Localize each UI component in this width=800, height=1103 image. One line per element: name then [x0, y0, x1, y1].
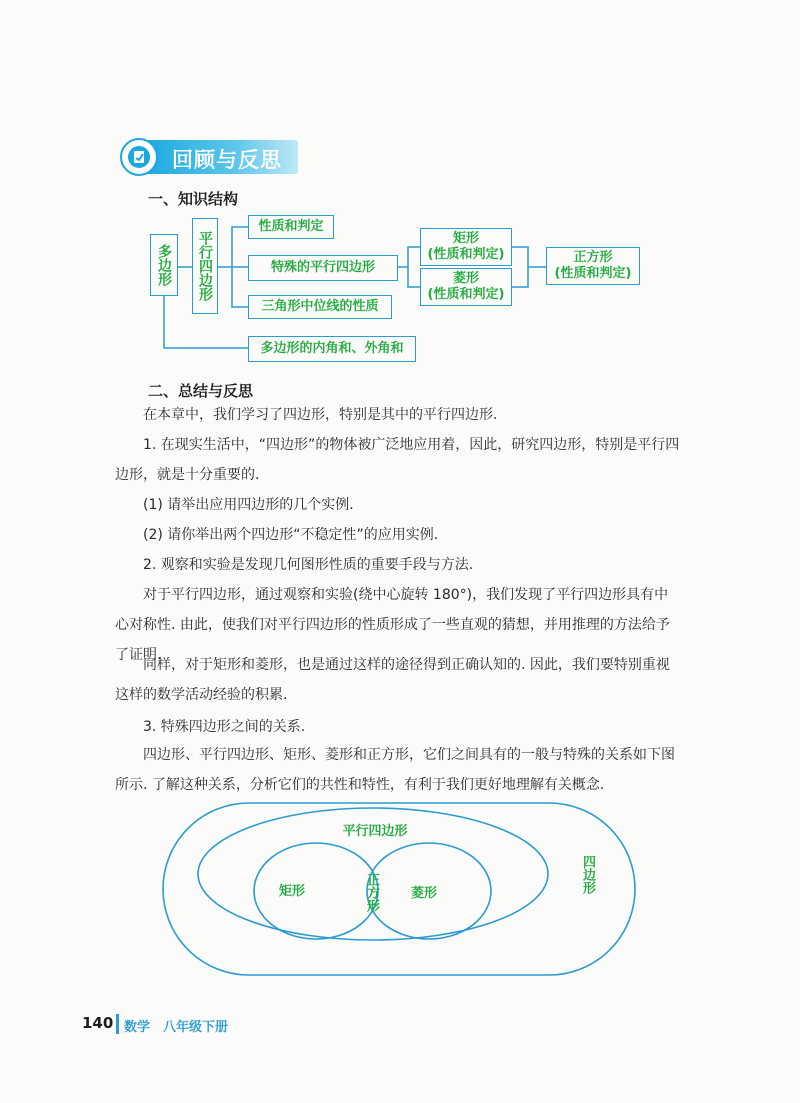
- page-number: 140: [82, 1014, 114, 1032]
- paragraph-2-same: 同样，对于矩形和菱形，也是通过这样的途径得到正确认知的. 因此，我们要特别重视这样的数学活动经验的积累.: [115, 657, 670, 703]
- paragraph-2-detail: 对于平行四边形，通过观察和实验(绕中心旋转 180°)，我们发现了平行四边形具有中心对称性. 由此，使我们对平行四边形的性质形成了一些直观的猜想，并用推理的方法给予了证明.: [115, 587, 670, 663]
- venn-rhombus-label: 菱形: [410, 886, 437, 901]
- section-heading-knowledge: 一、知识结构: [148, 190, 239, 208]
- polygon-label: 多边形: [156, 244, 172, 286]
- venn-quadrilateral-label: 四边形: [580, 855, 595, 894]
- paragraph-1-1: (1) 请举出应用四边形的几个实例.: [143, 497, 354, 513]
- paragraph-3: 3. 特殊四边形之间的关系.: [143, 719, 306, 735]
- section-heading-summary: 二、总结与反思: [148, 382, 254, 400]
- properties-criteria-box: 性质和判定: [248, 215, 334, 239]
- paragraph-3-detail: 四边形、平行四边形、矩形、菱形和正方形，它们之间具有的一般与特殊的关系如下图所示. 了解这种关系，分析它们的共性和特性，有利于我们更好地理解有关概念.: [115, 747, 675, 793]
- rectangle-name: 矩形: [452, 230, 479, 246]
- rectangle-sub: (性质和判定): [427, 247, 505, 262]
- special-parallelogram-box: 特殊的平行四边形: [248, 255, 398, 281]
- venn-square-label: 正方形: [364, 873, 379, 912]
- footer-divider: [116, 1014, 119, 1034]
- venn-rectangle-label: 矩形: [278, 884, 305, 899]
- paragraph-1-2: (2) 请你举出两个四边形“不稳定性”的应用实例.: [143, 527, 439, 543]
- book-title: 数学 八年级下册: [124, 1020, 229, 1035]
- square-sub: (性质和判定): [554, 266, 632, 281]
- page-title: 回顾与反思: [172, 148, 282, 172]
- paragraph-1: 1. 在现实生活中，“四边形”的物体被广泛地应用着，因此，研究四边形，特别是平行四边形，就是十分重要的.: [115, 437, 680, 483]
- paragraph-2: 2. 观察和实验是发现几何图形性质的重要手段与方法.: [143, 557, 474, 573]
- angle-sums-box: 多边形的内角和、外角和: [248, 336, 416, 362]
- square-name: 正方形: [573, 249, 613, 265]
- paragraph-intro: 在本章中，我们学习了四边形，特别是其中的平行四边形.: [143, 407, 498, 423]
- rhombus-name: 菱形: [452, 270, 479, 286]
- midline-box: 三角形中位线的性质: [248, 295, 392, 319]
- venn-parallelogram-label: 平行四边形: [342, 824, 408, 839]
- rhombus-sub: (性质和判定): [427, 287, 505, 302]
- parallelogram-label: 平行四边形: [197, 231, 213, 301]
